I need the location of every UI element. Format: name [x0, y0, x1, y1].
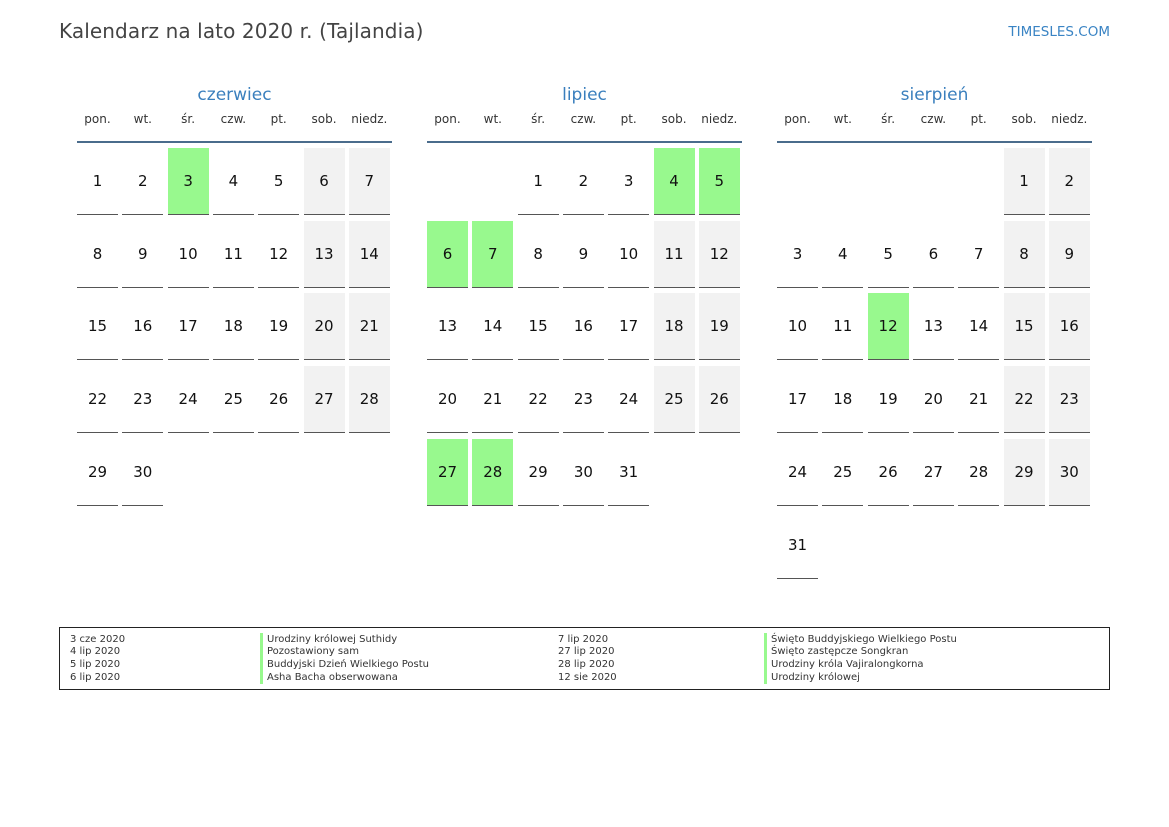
legend-holiday-name: Urodziny króla Vajiralongkorna	[764, 658, 924, 671]
day-cell: 30	[563, 439, 604, 506]
day-cell: 8	[518, 221, 559, 288]
day-cell: 8	[1004, 221, 1045, 288]
day-cell: 12	[868, 293, 909, 360]
weekday-label: niedz.	[701, 112, 738, 126]
day-cell: 6	[304, 148, 345, 215]
day-cell: 13	[304, 221, 345, 288]
day-cell: 12	[258, 221, 299, 288]
weekday-label: sob.	[661, 112, 687, 126]
day-cell: 31	[777, 512, 818, 579]
legend-holiday-name: Asha Bacha obserwowana	[260, 671, 398, 684]
legend-date: 4 lip 2020	[70, 646, 121, 658]
day-cell: 24	[168, 366, 209, 433]
day-cell: 18	[213, 293, 254, 360]
day-cell: 9	[1049, 221, 1090, 288]
day-cell: 7	[349, 148, 390, 215]
day-cell: 10	[608, 221, 649, 288]
day-cell: 16	[122, 293, 163, 360]
day-cell: 24	[608, 366, 649, 433]
day-cell: 14	[958, 293, 999, 360]
day-cell: 4	[654, 148, 695, 215]
day-cell: 25	[213, 366, 254, 433]
day-cell: 1	[1004, 148, 1045, 215]
day-cell: 23	[1049, 366, 1090, 433]
brand-link[interactable]: TIMESLES.COM	[1008, 24, 1110, 40]
day-cell: 28	[349, 366, 390, 433]
weekday-label: wt.	[833, 112, 852, 126]
day-cell: 1	[77, 148, 118, 215]
weekday-label: śr.	[181, 112, 196, 126]
weekday-label: wt.	[133, 112, 152, 126]
day-cell: 22	[518, 366, 559, 433]
day-cell: 28	[472, 439, 513, 506]
day-cell: 3	[777, 221, 818, 288]
day-cell: 3	[608, 148, 649, 215]
holiday-legend	[59, 627, 1110, 690]
day-cell: 29	[77, 439, 118, 506]
header-divider	[427, 141, 742, 143]
day-cell: 14	[472, 293, 513, 360]
day-cell: 6	[913, 221, 954, 288]
weekday-label: pon.	[784, 112, 811, 126]
day-cell: 15	[77, 293, 118, 360]
day-cell: 19	[699, 293, 740, 360]
weekday-label: niedz.	[1051, 112, 1088, 126]
day-cell: 8	[77, 221, 118, 288]
day-cell: 22	[1004, 366, 1045, 433]
weekday-label: pon.	[434, 112, 461, 126]
weekday-label: pt.	[970, 112, 987, 126]
day-cell: 18	[822, 366, 863, 433]
month-name: sierpień	[900, 85, 969, 105]
day-cell: 24	[777, 439, 818, 506]
day-cell: 23	[122, 366, 163, 433]
day-cell: 16	[563, 293, 604, 360]
day-cell: 20	[913, 366, 954, 433]
weekday-header	[427, 108, 742, 140]
weekday-label: śr.	[531, 112, 546, 126]
day-cell: 5	[258, 148, 299, 215]
day-cell: 21	[349, 293, 390, 360]
months-container	[77, 82, 1092, 592]
day-cell: 19	[258, 293, 299, 360]
legend-date: 27 lip 2020	[558, 646, 615, 658]
day-cell: 22	[77, 366, 118, 433]
day-cell: 27	[427, 439, 468, 506]
day-cell: 1	[518, 148, 559, 215]
day-cell: 10	[168, 221, 209, 288]
day-cell: 26	[699, 366, 740, 433]
day-cell: 17	[168, 293, 209, 360]
day-cell: 17	[608, 293, 649, 360]
weekday-header	[777, 108, 1092, 140]
header-divider	[777, 141, 1092, 143]
legend-date: 28 lip 2020	[558, 659, 615, 671]
day-cell: 20	[427, 366, 468, 433]
day-cell: 7	[958, 221, 999, 288]
day-cell: 13	[427, 293, 468, 360]
day-cell: 18	[654, 293, 695, 360]
day-cell: 6	[427, 221, 468, 288]
day-cell: 11	[213, 221, 254, 288]
day-cell: 2	[563, 148, 604, 215]
weekday-label: czw.	[220, 112, 247, 126]
weekday-label: pon.	[84, 112, 111, 126]
day-cell: 21	[958, 366, 999, 433]
day-cell: 10	[777, 293, 818, 360]
day-cell: 21	[472, 366, 513, 433]
day-cell: 27	[304, 366, 345, 433]
legend-holiday-name: Pozostawiony sam	[260, 645, 359, 658]
legend-date: 12 sie 2020	[558, 671, 617, 683]
month-2	[427, 82, 742, 481]
weekday-label: pt.	[270, 112, 287, 126]
day-cell: 15	[518, 293, 559, 360]
day-cell: 26	[868, 439, 909, 506]
legend-holiday-name: Buddyjski Dzień Wielkiego Postu	[260, 658, 429, 671]
legend-date: 7 lip 2020	[558, 633, 609, 645]
legend-date: 5 lip 2020	[70, 659, 121, 671]
day-cell: 3	[168, 148, 209, 215]
month-name: lipiec	[562, 85, 607, 105]
weekday-label: śr.	[881, 112, 896, 126]
day-cell: 7	[472, 221, 513, 288]
day-cell: 20	[304, 293, 345, 360]
weekday-label: sob.	[311, 112, 337, 126]
legend-date: 3 cze 2020	[70, 633, 126, 645]
day-cell: 27	[913, 439, 954, 506]
day-cell: 5	[699, 148, 740, 215]
day-cell: 25	[654, 366, 695, 433]
day-cell: 2	[1049, 148, 1090, 215]
day-cell: 16	[1049, 293, 1090, 360]
header-divider	[77, 141, 392, 143]
weekday-label: wt.	[483, 112, 502, 126]
month-name: czerwiec	[197, 85, 272, 105]
day-cell: 9	[122, 221, 163, 288]
weekday-label: pt.	[620, 112, 637, 126]
day-cell: 30	[122, 439, 163, 506]
month-3	[777, 82, 1092, 554]
day-cell: 14	[349, 221, 390, 288]
day-cell: 4	[822, 221, 863, 288]
weekday-header	[77, 108, 392, 140]
month-1	[77, 82, 392, 481]
legend-holiday-name: Święto zastępcze Songkran	[764, 645, 908, 658]
day-cell: 19	[868, 366, 909, 433]
day-cell: 30	[1049, 439, 1090, 506]
legend-date: 6 lip 2020	[70, 671, 121, 683]
day-cell: 5	[868, 221, 909, 288]
day-cell: 23	[563, 366, 604, 433]
day-cell: 17	[777, 366, 818, 433]
day-cell: 15	[1004, 293, 1045, 360]
day-cell: 13	[913, 293, 954, 360]
weekday-label: czw.	[570, 112, 597, 126]
legend-holiday-name: Urodziny królowej Suthidy	[260, 633, 397, 646]
page-title: Kalendarz na lato 2020 r. (Tajlandia)	[59, 19, 424, 43]
day-cell: 26	[258, 366, 299, 433]
day-cell: 11	[654, 221, 695, 288]
day-cell: 2	[122, 148, 163, 215]
day-cell: 12	[699, 221, 740, 288]
legend-holiday-name: Urodziny królowej	[764, 671, 860, 684]
day-cell: 31	[608, 439, 649, 506]
weekday-label: sob.	[1011, 112, 1037, 126]
weekday-label: czw.	[920, 112, 947, 126]
day-cell: 11	[822, 293, 863, 360]
day-cell: 29	[1004, 439, 1045, 506]
legend-holiday-name: Święto Buddyjskiego Wielkiego Postu	[764, 633, 957, 646]
weekday-label: niedz.	[351, 112, 388, 126]
day-cell: 25	[822, 439, 863, 506]
day-cell: 4	[213, 148, 254, 215]
day-cell: 29	[518, 439, 559, 506]
day-cell: 28	[958, 439, 999, 506]
day-cell: 9	[563, 221, 604, 288]
